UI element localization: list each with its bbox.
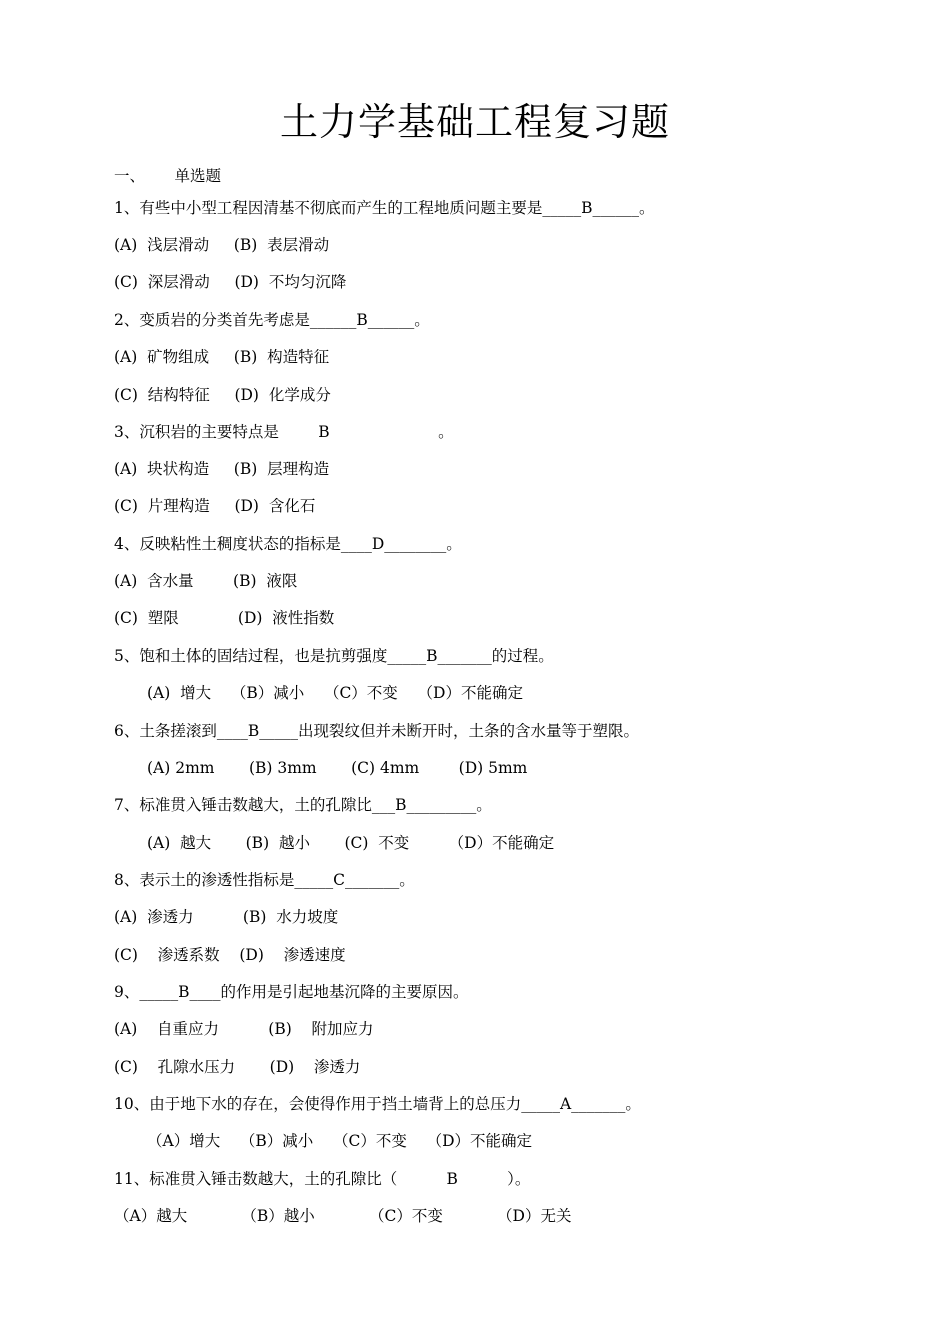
- page-title: 土力学基础工程复习题: [279, 100, 670, 144]
- question-5: 5、饱和土体的固结过程，也是抗剪强度_____B_______的过程。: [114, 647, 554, 665]
- question-6: 6、土条搓滚到____B_____出现裂纹但并未断开时，土条的含水量等于塑限。: [114, 722, 640, 740]
- question-8: 8、表示土的渗透性指标是_____C_______。: [114, 871, 415, 889]
- q1-options-ab: (A) 浅层滑动 (B) 表层滑动: [114, 236, 330, 254]
- q9-options-ab: (A) 自重应力 (B) 附加应力: [114, 1020, 374, 1038]
- q11-options: （A）越大 （B）越小 （C）不变 （D）无关: [114, 1207, 572, 1225]
- q7-options: (A) 越大 (B) 越小 (C) 不变 （D）不能确定: [147, 834, 555, 852]
- q6-options: (A) 2mm (B) 3mm (C) 4mm (D) 5mm: [147, 759, 528, 777]
- q8-options-cd: (C) 渗透系数 (D) 渗透速度: [114, 946, 346, 964]
- q10-options: （A）增大 （B）减小 （C）不变 （D）不能确定: [147, 1132, 532, 1150]
- q2-options-ab: (A) 矿物组成 (B) 构造特征: [114, 348, 330, 366]
- question-10: 10、由于地下水的存在，会使得作用于挡土墙背上的总压力_____A_______。: [114, 1095, 641, 1113]
- q5-options: (A) 增大 （B）减小 （C）不变 （D）不能确定: [147, 684, 523, 702]
- question-4: 4、反映粘性土稠度状态的指标是____D________。: [114, 535, 462, 553]
- q2-options-cd: (C) 结构特征 (D) 化学成分: [114, 386, 331, 404]
- q9-options-cd: (C) 孔隙水压力 (D) 渗透力: [114, 1058, 361, 1076]
- question-3: 3、沉积岩的主要特点是 B 。: [114, 423, 454, 441]
- q3-options-cd: (C) 片理构造 (D) 含化石: [114, 497, 316, 515]
- question-2: 2、变质岩的分类首先考虑是______B______。: [114, 311, 430, 329]
- section-heading: 一、 单选题: [114, 167, 222, 185]
- question-7: 7、标准贯入锤击数越大，土的孔隙比___B_________。: [114, 796, 492, 814]
- question-1: 1、有些中小型工程因清基不彻底而产生的工程地质问题主要是_____B______。: [114, 199, 655, 217]
- q8-options-ab: (A) 渗透力 (B) 水力坡度: [114, 908, 339, 926]
- q4-options-cd: (C) 塑限 (D) 液性指数: [114, 609, 335, 627]
- q3-options-ab: (A) 块状构造 (B) 层理构造: [114, 460, 330, 478]
- q1-options-cd: (C) 深层滑动 (D) 不均匀沉降: [114, 273, 347, 291]
- question-11: 11、标准贯入锤击数越大，土的孔隙比（ B ）。: [114, 1170, 531, 1188]
- question-9: 9、_____B____的作用是引起地基沉降的主要原因。: [114, 983, 469, 1001]
- q4-options-ab: (A) 含水量 (B) 液限: [114, 572, 298, 590]
